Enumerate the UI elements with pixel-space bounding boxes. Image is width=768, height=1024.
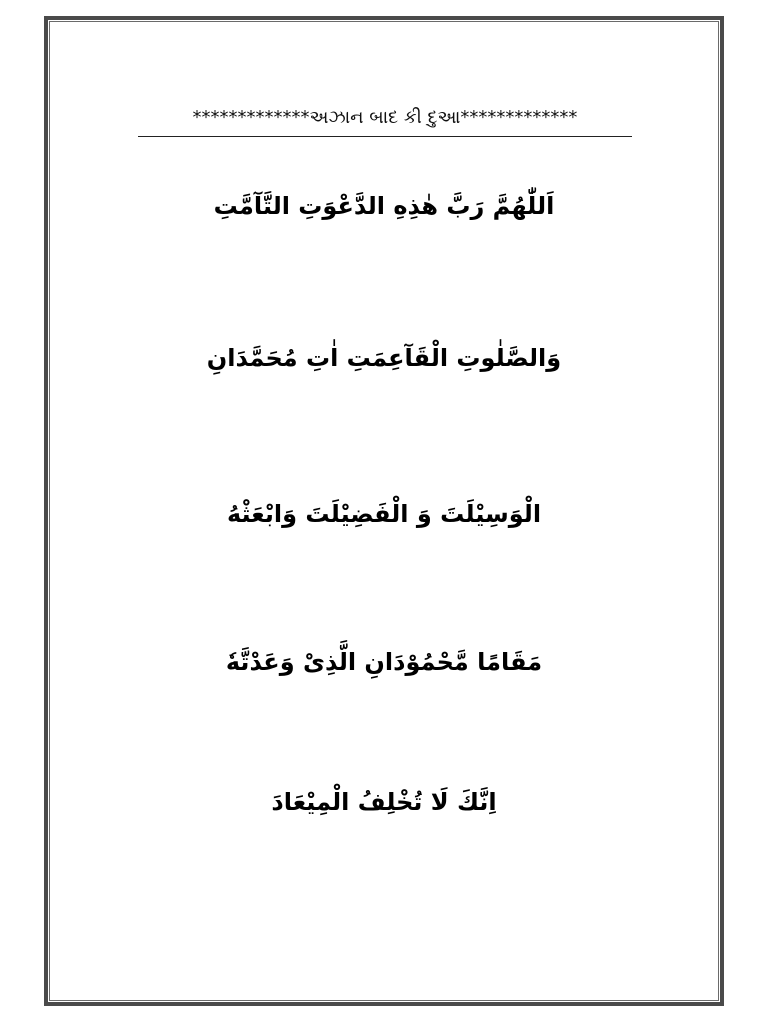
dua-line-3: الْوَسِيْلَتَ وَ الْفَضِيْلَتَ وَابْعَثْهُ (226, 500, 542, 528)
dua-line-4: مَقَامًا مَّحْمُوْدَانِ الَّذِىْ وَعَدْتَّهٗ (225, 648, 543, 676)
title-underline (138, 136, 632, 137)
page-title: *************અઝાન બાદ કી દુઆ************* (192, 107, 578, 128)
dua-line-5: اِنَّكَ لَا تُخْلِفُ الْمِيْعَادَ (271, 788, 497, 816)
dua-line-2: وَالصَّلٰوتِ الْقَآعِمَتِ اٰتِ مُحَمَّدَانِ (206, 344, 562, 372)
dua-line-1: اَللّٰهُمَّ رَبَّ هٰذِهِ الدَّعْوَتِ التَّآمَّتِ (213, 192, 555, 220)
